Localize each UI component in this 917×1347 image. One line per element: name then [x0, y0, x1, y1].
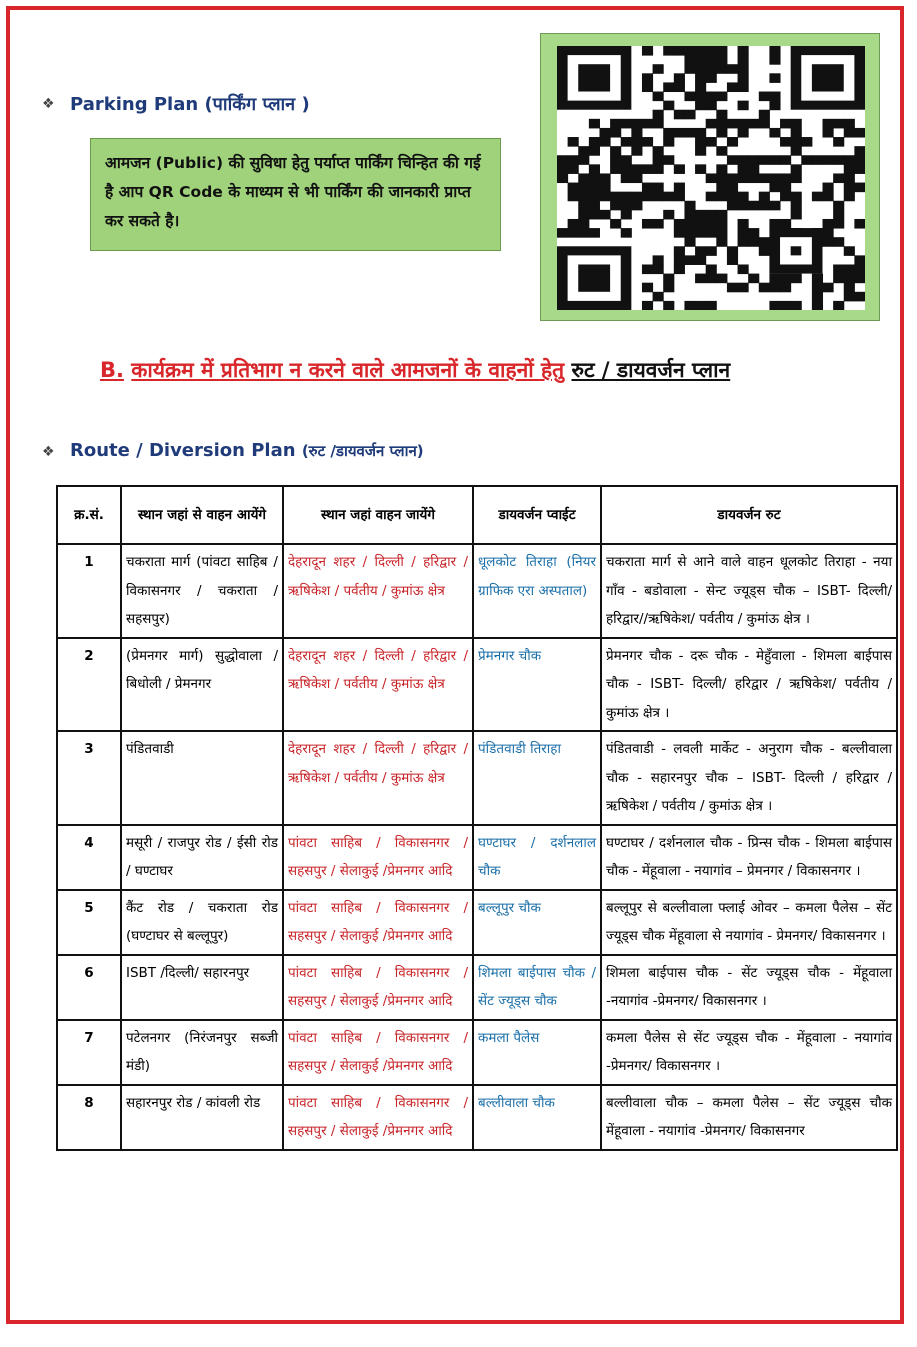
cell-serial: 2	[57, 638, 121, 732]
parking-plan-title-hindi: (पार्किंग प्लान )	[204, 94, 310, 115]
cell-serial: 7	[57, 1020, 121, 1085]
cell-diversion-route: घण्टाघर / दर्शनलाल चौक - प्रिन्स चौक - शिमला बाईपास चौक - मेंहूवाला - नयागांव – प्रेमनगर / विकासनगर ।	[601, 825, 897, 890]
cell-diversion-point: कमला पैलेस	[473, 1020, 601, 1085]
table-row	[57, 638, 897, 732]
header-serial: क्र.सं.	[57, 486, 121, 544]
cell-origin: सहारनपुर रोड / कांवली रोड	[121, 1085, 283, 1150]
cell-destination: देहरादून शहर / दिल्ली / हरिद्वार / ऋषिकेश / पर्वतीय / कुमांऊ क्षेत्र	[283, 731, 473, 825]
table-header-row	[57, 486, 897, 544]
cell-destination: पांवटा साहिब / विकासनगर / सहसपुर / सेलाकुई /प्रेमनगर आदि	[283, 890, 473, 955]
cell-destination: पांवटा साहिब / विकासनगर / सहसपुर / सेलाकुई /प्रेमनगर आदि	[283, 1085, 473, 1150]
section-b-heading	[100, 350, 880, 390]
cell-origin: ISBT /दिल्ली/ सहारनपुर	[121, 955, 283, 1020]
cell-origin: मसूरी / राजपुर रोड / ईसी रोड / घण्टाघर	[121, 825, 283, 890]
cell-serial: 3	[57, 731, 121, 825]
table-row	[57, 731, 897, 825]
qr-code-panel	[540, 33, 880, 321]
cell-origin: (प्रेमनगर मार्ग) सुद्धोवाला / बिधोली / प्रेमनगर	[121, 638, 283, 732]
cell-destination: पांवटा साहिब / विकासनगर / सहसपुर / सेलाकुई /प्रेमनगर आदि	[283, 825, 473, 890]
cell-diversion-point: बल्लीवाला चौक	[473, 1085, 601, 1150]
table-body	[57, 544, 897, 1150]
cell-diversion-point: धूलकोट तिराहा (नियर ग्राफिक एरा अस्पताल)	[473, 544, 601, 638]
table-row	[57, 825, 897, 890]
diversion-table	[56, 485, 898, 1151]
cell-destination: देहरादून शहर / दिल्ली / हरिद्वार / ऋषिकेश / पर्वतीय / कुमांऊ क्षेत्र	[283, 544, 473, 638]
cell-serial: 6	[57, 955, 121, 1020]
cell-diversion-route: बल्लूपुर से बल्लीवाला फ्लाई ओवर – कमला पैलेस – सेंट ज्यूड्स चौक मेंहूवाला से नयागांव - प्रेमनगर/ विकासनगर ।	[601, 890, 897, 955]
cell-diversion-route: पंडितवाडी - लवली मार्केट - अनुराग चौक - बल्लीवाला चौक - सहारनपुर चौक – ISBT- दिल्ली / हरिद्वार / ऋषिकेश / पर्वतीय / कुमांऊ क्षेत्र ।	[601, 731, 897, 825]
route-plan-heading	[70, 440, 424, 461]
cell-diversion-route: शिमला बाईपास चौक - सेंट ज्यूड्स चौक - मेंहूवाला -नयागांव -प्रेमनगर/ विकासनगर ।	[601, 955, 897, 1020]
diamond-bullet-icon: ❖	[42, 96, 55, 112]
table-row	[57, 1085, 897, 1150]
route-plan-title: Route / Diversion Plan	[70, 440, 296, 461]
cell-diversion-point: पंडितवाडी तिराहा	[473, 731, 601, 825]
table-row	[57, 890, 897, 955]
route-plan-title-hindi: (रुट /डायवर्जन प्लान)	[301, 442, 424, 460]
section-b-heading-red: कार्यक्रम में प्रतिभाग न करने वाले आमजनों के वाहनों हेतु	[131, 358, 565, 382]
cell-serial: 1	[57, 544, 121, 638]
section-b-prefix: B.	[100, 358, 124, 382]
parking-plan-heading	[70, 92, 310, 116]
diamond-bullet-icon: ❖	[42, 444, 55, 460]
cell-origin: कैंट रोड / चकराता रोड (घण्टाघर से बल्लूपुर)	[121, 890, 283, 955]
table-row	[57, 955, 897, 1020]
cell-diversion-point: प्रेमनगर चौक	[473, 638, 601, 732]
cell-serial: 8	[57, 1085, 121, 1150]
cell-diversion-point: घण्टाघर / दर्शनलाल चौक	[473, 825, 601, 890]
header-diversion-route: डायवर्जन रुट	[601, 486, 897, 544]
header-diversion-point: डायवर्जन प्वाईट	[473, 486, 601, 544]
cell-serial: 4	[57, 825, 121, 890]
cell-destination: पांवटा साहिब / विकासनगर / सहसपुर / सेलाकुई /प्रेमनगर आदि	[283, 955, 473, 1020]
parking-plan-title: Parking Plan	[70, 94, 199, 115]
cell-destination: देहरादून शहर / दिल्ली / हरिद्वार / ऋषिकेश / पर्वतीय / कुमांऊ क्षेत्र	[283, 638, 473, 732]
cell-diversion-route: बल्लीवाला चौक – कमला पैलेस – सेंट ज्यूड्स चौक मेंहूवाला - नयागांव -प्रेमनगर/ विकासनगर	[601, 1085, 897, 1150]
table-row	[57, 1020, 897, 1085]
cell-diversion-point: शिमला बाईपास चौक / सेंट ज्यूड्स चौक	[473, 955, 601, 1020]
header-origin: स्थान जहां से वाहन आयेंगे	[121, 486, 283, 544]
cell-diversion-route: प्रेमनगर चौक - दरू चौक - मेहुँवाला - शिमला बाईपास चौक - ISBT- दिल्ली/ हरिद्वार / ऋषिकेश/ पर्वतीय / कुमांऊ क्षेत्र ।	[601, 638, 897, 732]
parking-info-text: आमजन (Public) की सुविधा हेतु पर्याप्त पार्किंग चिन्हित की गई है आप QR Code के माध्यम से भी पार्किंग की जानकारी प्राप्त कर सकते है।	[105, 154, 481, 230]
parking-info-box	[90, 138, 501, 251]
section-b-heading-black: रुट / डायवर्जन प्लान	[571, 358, 731, 382]
header-destination: स्थान जहां वाहन जायेंगे	[283, 486, 473, 544]
cell-origin: चकराता मार्ग (पांवटा साहिब / विकासनगर / चकराता / सहसपुर)	[121, 544, 283, 638]
cell-origin: पटेलनगर (निरंजनपुर सब्जी मंडी)	[121, 1020, 283, 1085]
cell-serial: 5	[57, 890, 121, 955]
cell-destination: पांवटा साहिब / विकासनगर / सहसपुर / सेलाकुई /प्रेमनगर आदि	[283, 1020, 473, 1085]
cell-diversion-route: कमला पैलेस से सेंट ज्यूड्स चौक - मेंहूवाला - नयागांव -प्रेमनगर/ विकासनगर ।	[601, 1020, 897, 1085]
cell-diversion-route: चकराता मार्ग से आने वाले वाहन धूलकोट तिराहा - नया गाँव - बडोवाला - सेन्ट ज्यूड्स चौक – ISBT- दिल्ली/ हरिद्वार//ऋषिकेश/ पर्वतीय / कुमांऊ क्षेत्र ।	[601, 544, 897, 638]
qr-code-icon[interactable]	[557, 46, 865, 310]
table-row	[57, 544, 897, 638]
cell-diversion-point: बल्लूपुर चौक	[473, 890, 601, 955]
cell-origin: पंडितवाडी	[121, 731, 283, 825]
